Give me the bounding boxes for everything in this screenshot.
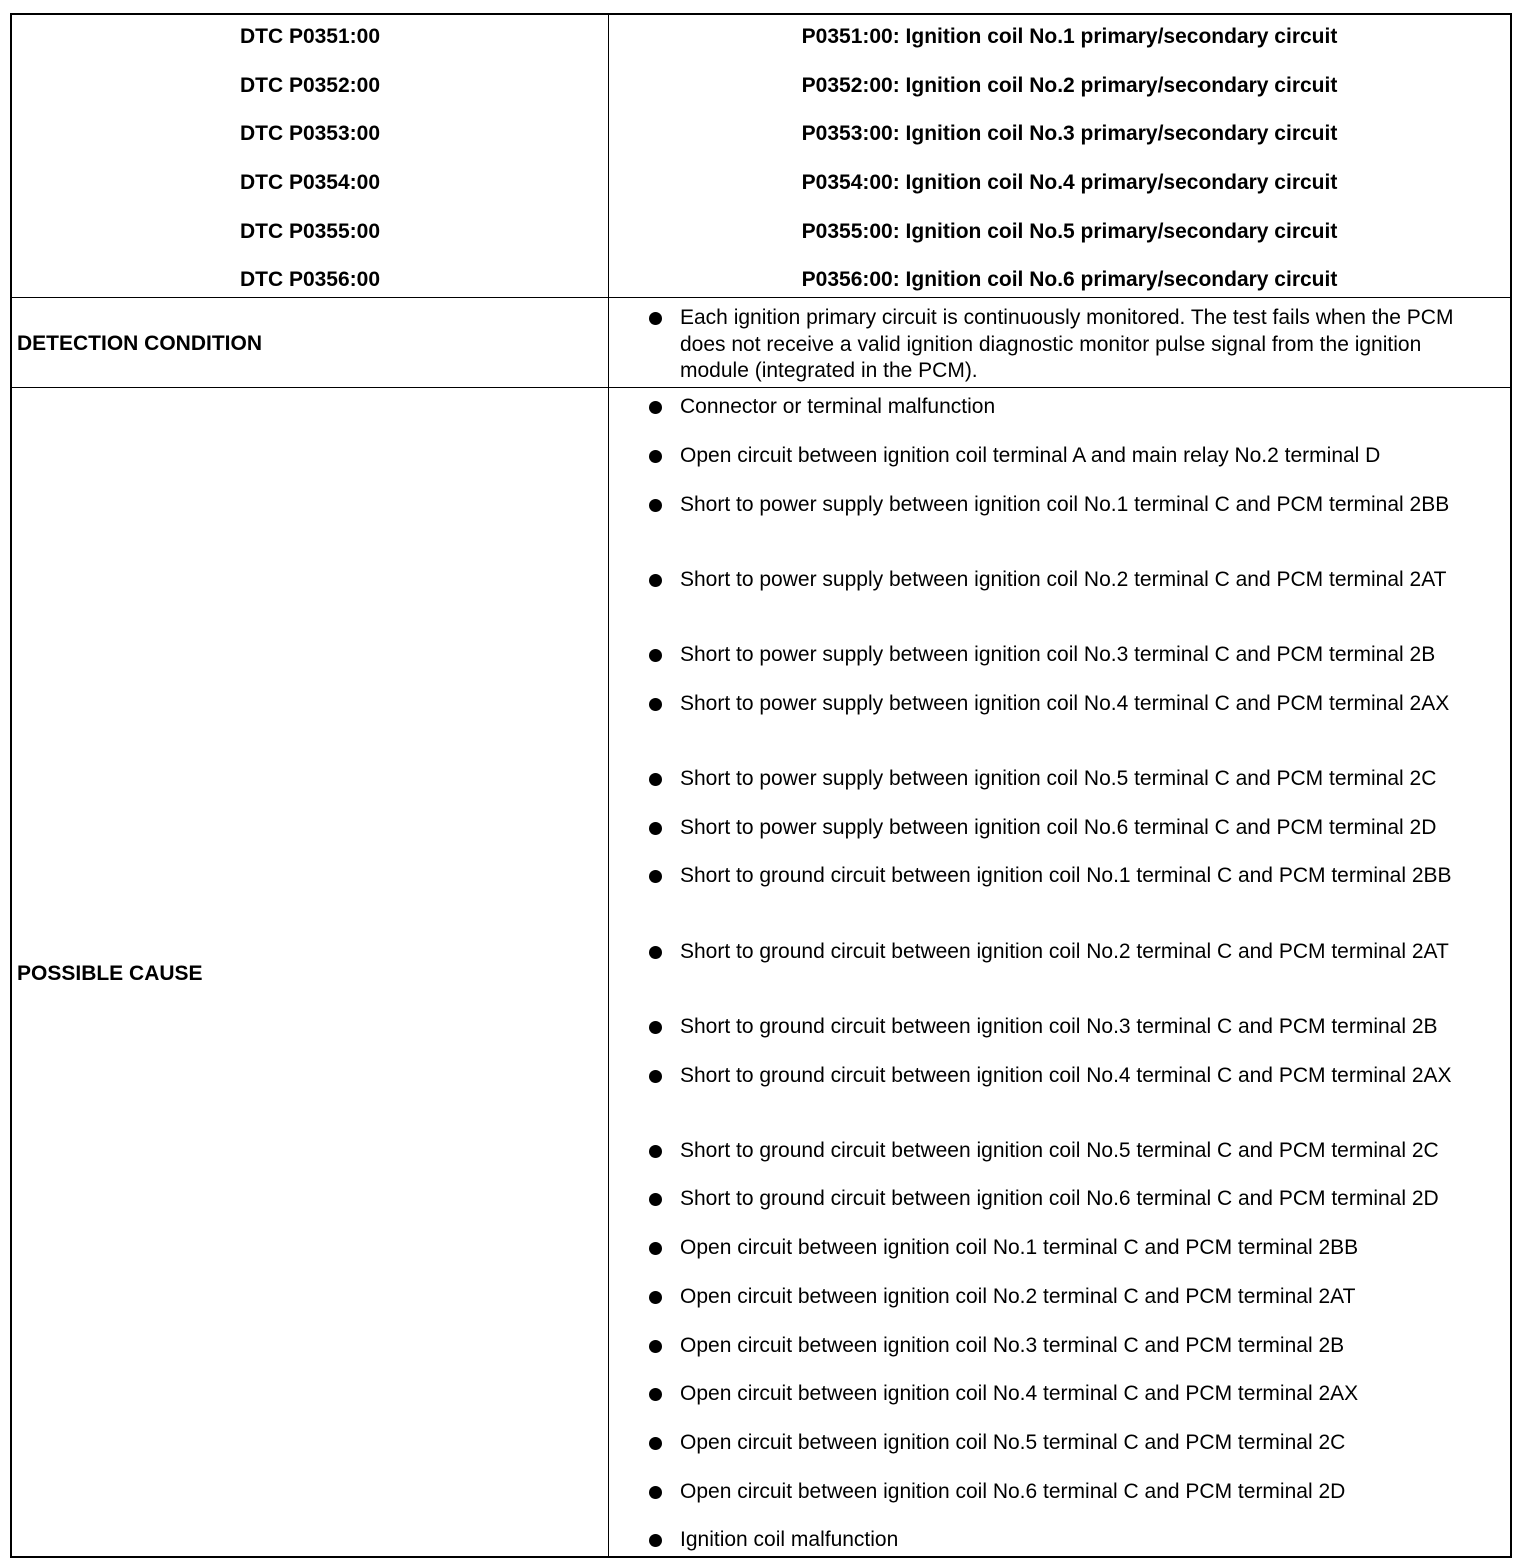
list-item	[649, 394, 1490, 421]
list-item	[649, 1235, 1490, 1262]
dtc-table	[10, 13, 1512, 1558]
bullet-icon	[649, 1193, 662, 1206]
dtc-description: P0352:00: Ignition coil No.2 primary/secondary circuit	[801, 74, 1338, 97]
list-item-text: Short to power supply between ignition coil No.3 terminal C and PCM terminal 2B	[680, 643, 1436, 666]
list-item-text: Short to ground circuit between ignition coil No.1 terminal C and PCM terminal 2BB	[680, 864, 1452, 887]
list-item-text: Open circuit between ignition coil No.3 terminal C and PCM terminal 2B	[680, 1334, 1345, 1357]
detection-condition-label-cell	[12, 298, 609, 387]
bullet-icon	[649, 312, 662, 325]
list-item	[649, 766, 1490, 793]
list-item-text: Open circuit between ignition coil terminal A and main relay No.2 terminal D	[680, 444, 1381, 467]
list-item	[649, 863, 1490, 890]
bullet-icon	[649, 499, 662, 512]
list-item	[649, 492, 1490, 519]
bullet-icon	[649, 1340, 662, 1353]
list-item	[649, 1479, 1490, 1506]
list-item-text: Short to power supply between ignition coil No.2 terminal C and PCM terminal 2AT	[680, 568, 1447, 591]
bullet-icon	[649, 698, 662, 711]
dtc-code: DTC P0355:00	[239, 220, 381, 243]
list-item	[649, 1333, 1490, 1360]
dtc-code-cell	[12, 15, 609, 297]
possible-cause-label-cell	[12, 388, 609, 1556]
list-item	[649, 443, 1490, 470]
dtc-code: DTC P0351:00	[239, 25, 381, 48]
bullet-icon	[649, 1145, 662, 1158]
bullet-icon	[649, 649, 662, 662]
list-item	[649, 305, 1490, 385]
list-item	[649, 1063, 1490, 1090]
detection-condition-content-cell	[609, 298, 1510, 387]
list-item-text: Short to power supply between ignition coil No.5 terminal C and PCM terminal 2C	[680, 767, 1437, 790]
list-item-text: Connector or terminal malfunction	[680, 395, 996, 418]
list-item-text: Short to ground circuit between ignition coil No.6 terminal C and PCM terminal 2D	[680, 1187, 1439, 1210]
bullet-icon	[649, 450, 662, 463]
bullet-icon	[649, 773, 662, 786]
dtc-description: P0355:00: Ignition coil No.5 primary/secondary circuit	[801, 220, 1338, 243]
bullet-icon	[649, 1437, 662, 1450]
list-item	[649, 815, 1490, 842]
list-item-text: Short to power supply between ignition coil No.4 terminal C and PCM terminal 2AX	[680, 692, 1450, 715]
bullet-icon	[649, 1242, 662, 1255]
list-item-text: Open circuit between ignition coil No.5 terminal C and PCM terminal 2C	[680, 1431, 1346, 1454]
dtc-description: P0354:00: Ignition coil No.4 primary/secondary circuit	[801, 171, 1338, 194]
dtc-description: P0353:00: Ignition coil No.3 primary/secondary circuit	[801, 122, 1338, 145]
list-item-text: Short to ground circuit between ignition coil No.5 terminal C and PCM terminal 2C	[680, 1139, 1439, 1162]
dtc-code: DTC P0353:00	[239, 122, 381, 145]
list-item-text: Ignition coil malfunction	[680, 1528, 899, 1551]
dtc-code: DTC P0352:00	[239, 74, 381, 97]
list-item	[649, 1186, 1490, 1213]
possible-cause-row	[12, 388, 1510, 1556]
dtc-header-row	[12, 15, 1510, 298]
bullet-icon	[649, 1486, 662, 1499]
bullet-icon	[649, 822, 662, 835]
list-item	[649, 939, 1490, 966]
list-item-text: Short to power supply between ignition coil No.1 terminal C and PCM terminal 2BB	[680, 493, 1450, 516]
list-item-text: Short to ground circuit between ignition coil No.4 terminal C and PCM terminal 2AX	[680, 1064, 1452, 1087]
list-item-text: Open circuit between ignition coil No.1 terminal C and PCM terminal 2BB	[680, 1236, 1359, 1259]
list-item-text: Short to ground circuit between ignition coil No.2 terminal C and PCM terminal 2AT	[680, 940, 1449, 963]
list-item	[649, 1381, 1490, 1408]
bullet-icon	[649, 1534, 662, 1547]
list-item-text: Open circuit between ignition coil No.4 terminal C and PCM terminal 2AX	[680, 1382, 1359, 1405]
dtc-description-cell	[609, 15, 1510, 297]
bullet-icon	[649, 1021, 662, 1034]
bullet-icon	[649, 1291, 662, 1304]
bullet-icon	[649, 574, 662, 587]
list-item-text: Short to ground circuit between ignition coil No.3 terminal C and PCM terminal 2B	[680, 1015, 1438, 1038]
dtc-description: P0356:00: Ignition coil No.6 primary/secondary circuit	[801, 268, 1338, 291]
list-item	[649, 1014, 1490, 1041]
list-item	[649, 691, 1490, 718]
bullet-icon	[649, 401, 662, 414]
list-item-text: Short to power supply between ignition coil No.6 terminal C and PCM terminal 2D	[680, 816, 1437, 839]
bullet-icon	[649, 1388, 662, 1401]
list-item	[649, 1527, 1490, 1554]
possible-cause-content-cell	[609, 388, 1510, 1556]
list-item-text: Open circuit between ignition coil No.2 terminal C and PCM terminal 2AT	[680, 1285, 1356, 1308]
list-item	[649, 1284, 1490, 1311]
list-item	[649, 567, 1490, 594]
detection-condition-label: DETECTION CONDITION	[17, 332, 262, 355]
possible-cause-label: POSSIBLE CAUSE	[17, 962, 203, 985]
list-item-text: Each ignition primary circuit is continuously monitored. The test fails when the PCM does not receive a valid ignition diagnostic monitor pulse signal from the ignition module (integrated in the PCM).	[680, 306, 1454, 382]
dtc-description: P0351:00: Ignition coil No.1 primary/secondary circuit	[801, 25, 1338, 48]
list-item-text: Open circuit between ignition coil No.6 terminal C and PCM terminal 2D	[680, 1480, 1346, 1503]
detection-condition-row	[12, 298, 1510, 388]
list-item	[649, 642, 1490, 669]
bullet-icon	[649, 946, 662, 959]
list-item	[649, 1430, 1490, 1457]
bullet-icon	[649, 1070, 662, 1083]
dtc-code: DTC P0356:00	[239, 268, 381, 291]
list-item	[649, 1138, 1490, 1165]
bullet-icon	[649, 870, 662, 883]
dtc-code: DTC P0354:00	[239, 171, 381, 194]
